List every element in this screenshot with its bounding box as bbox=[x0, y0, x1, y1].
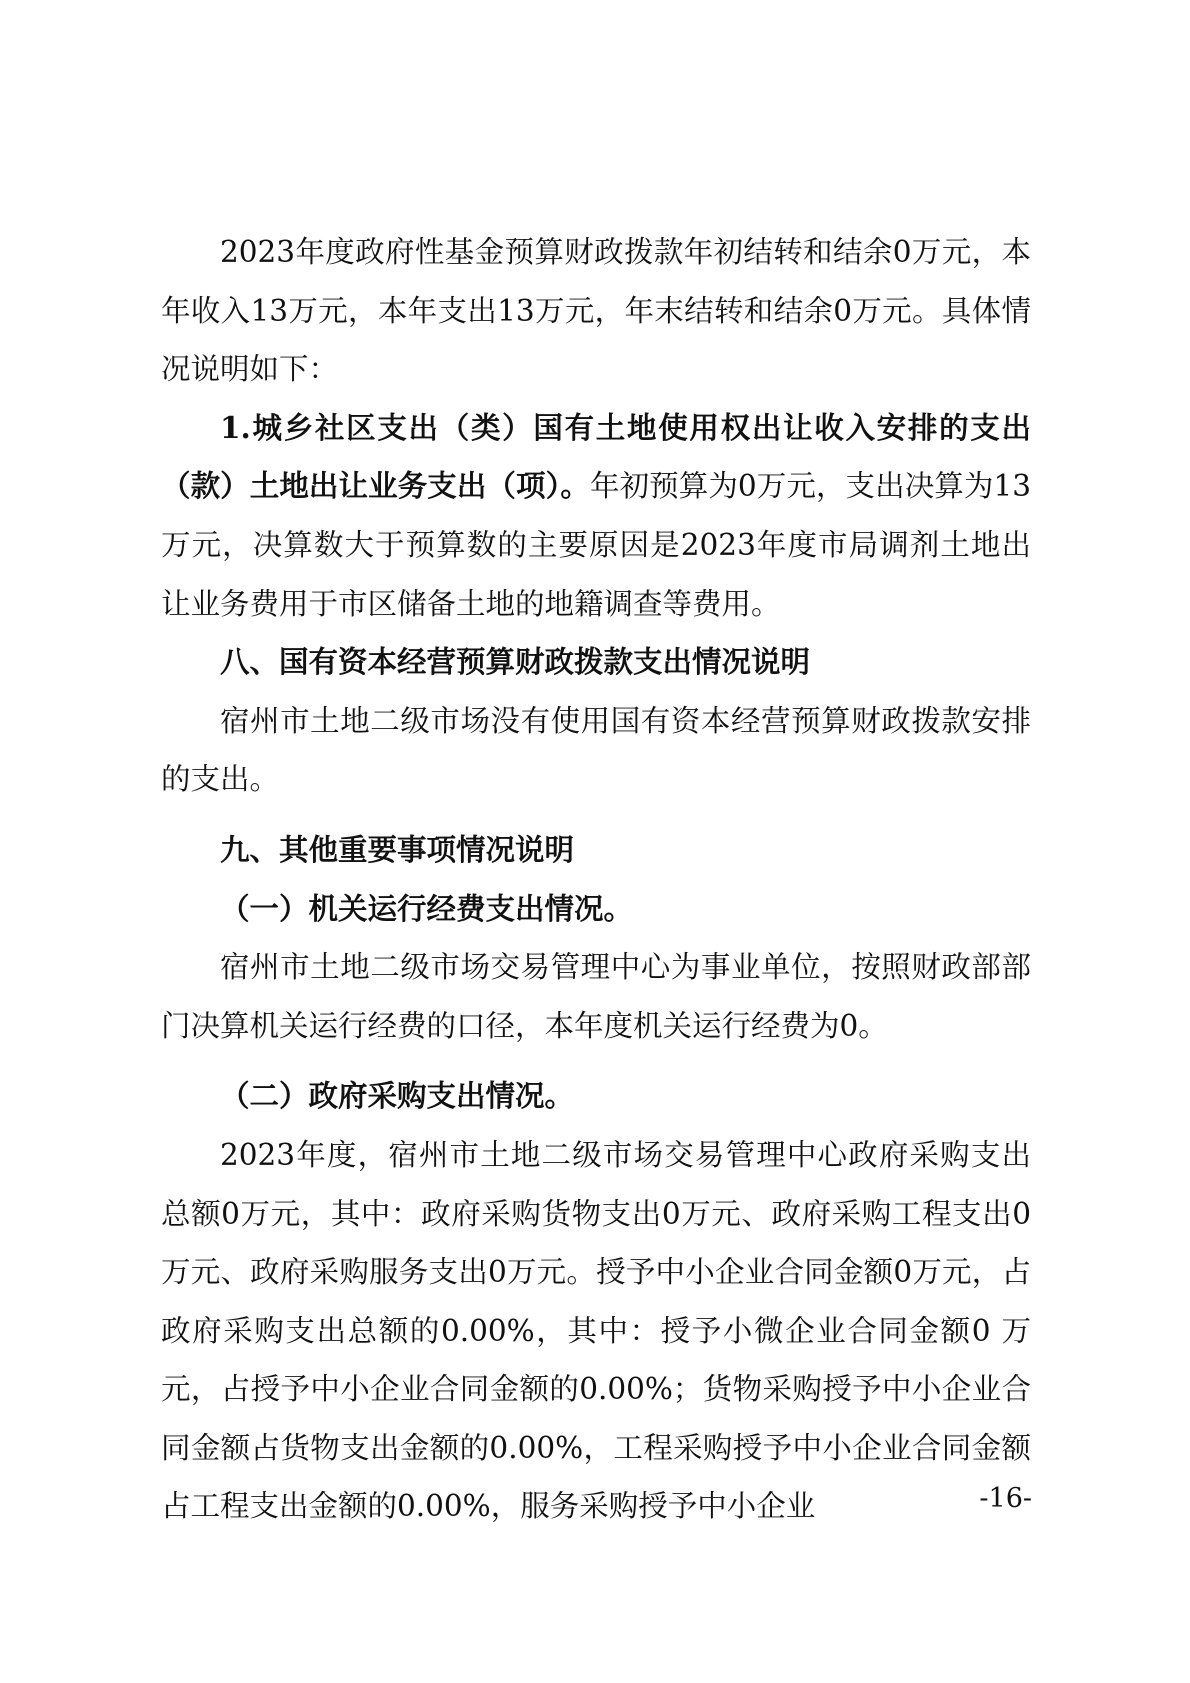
paragraph-state-capital-budget: 宿州市土地二级市场没有使用国有资本经营预算财政拨款安排的支出。 bbox=[161, 703, 1031, 797]
paragraph-land-transfer-expense bbox=[161, 399, 1031, 633]
heading-section-8: 八、国有资本经营预算财政拨款支出情况说明 bbox=[220, 644, 811, 680]
spacer bbox=[161, 1055, 1031, 1067]
item-body-land-transfer: 年初预算为0万元，支出决算为13万元，决算数大于预算数的主要原因是2023年度市局调剂土地出让业务费用于市区储备土地的地籍调查等费用。 bbox=[161, 469, 1031, 621]
heading-section-9: 九、其他重要事项情况说明 bbox=[220, 831, 575, 867]
spacer bbox=[161, 809, 1031, 821]
paragraph-fund-budget-summary: 2023年度政府性基金预算财政拨款年初结转和结余0万元，本年收入13万元，本年支出13万元，年末结转和结余0万元。具体情况说明如下： bbox=[161, 235, 1031, 387]
paragraph-operating-expenses: 宿州市土地二级市场交易管理中心为事业单位，按照财政部部门决算机关运行经费的口径，本年度机关运行经费为0。 bbox=[161, 950, 1031, 1043]
page-number: -16- bbox=[979, 1483, 1032, 1514]
paragraph-government-procurement: 2023年度，宿州市土地二级市场交易管理中心政府采购支出总额0万元，其中：政府采购货物支出0万元、政府采购工程支出0万元、政府采购服务支出0万元。授予中小企业合同金额0万元，占政府采购支出总额的0.00%，其中：授予小微企业合同金额0 万元，占授予中小企业合同金额的0.00%；货物采购授予中小企业合同金额占货物支出金额的0.00%，工程采购授予中小企业合同金额占工程支出金额的0.00%，服务采购授予中小企业 bbox=[161, 1137, 1031, 1524]
subheading-government-procurement: （二）政府采购支出情况。 bbox=[220, 1078, 575, 1114]
body-text bbox=[161, 223, 1031, 1536]
item-title-land-transfer: 1.城乡社区支出（类）国有土地使用权出让收入安排的支出（款）土地出让业务支出（项）。 bbox=[161, 409, 1031, 504]
subheading-operating-expenses: （一）机关运行经费支出情况。 bbox=[220, 890, 634, 926]
